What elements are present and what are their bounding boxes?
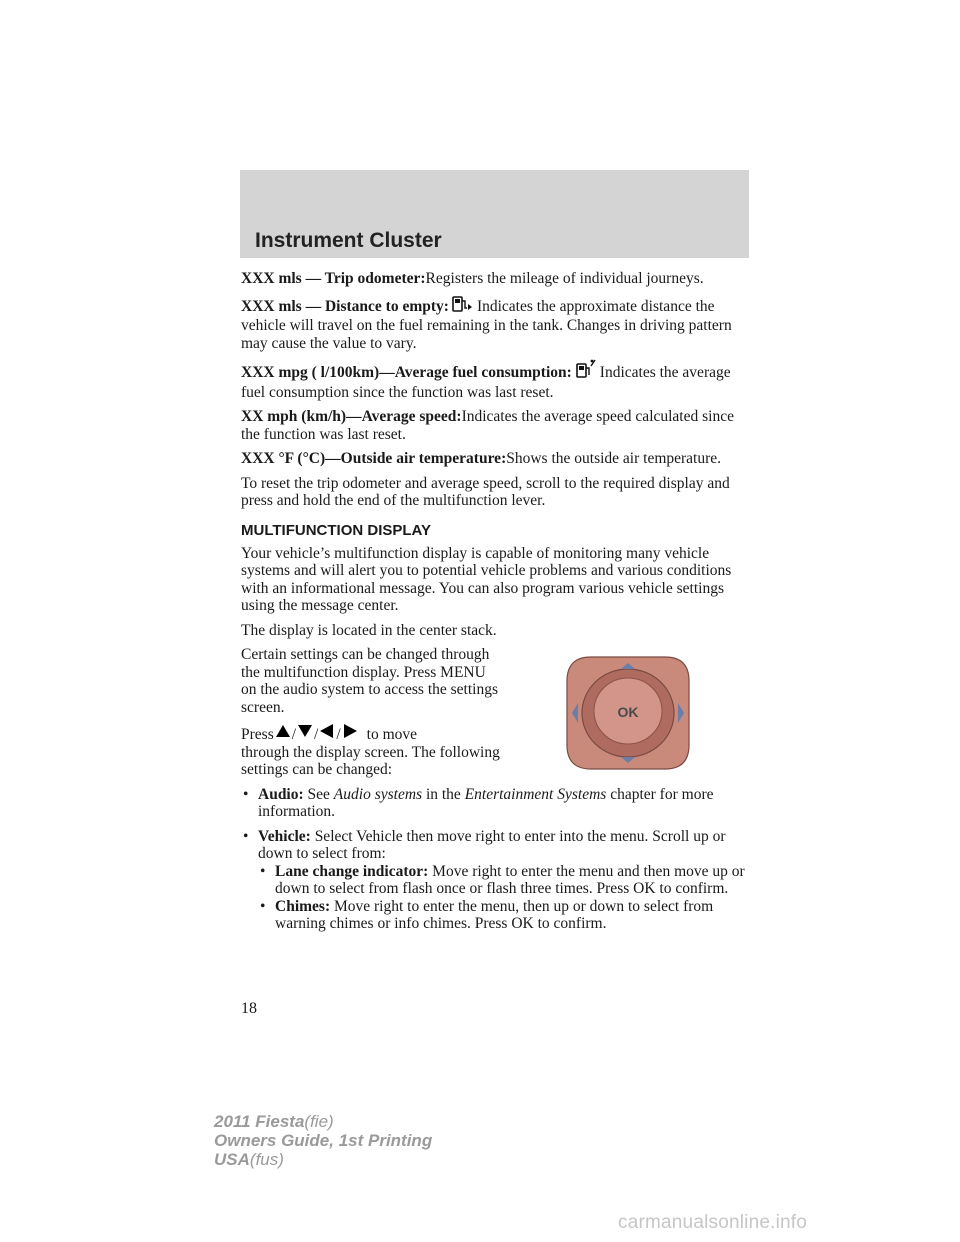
audio-systems-ref: Audio systems bbox=[333, 785, 423, 803]
page-number: 18 bbox=[241, 1000, 257, 1017]
audio-term: Audio: bbox=[258, 785, 304, 803]
vehicle-sub-list bbox=[258, 863, 753, 933]
average-speed-paragraph bbox=[241, 408, 753, 443]
vehicle-term: Vehicle: bbox=[258, 827, 311, 845]
document-footer bbox=[214, 1112, 432, 1169]
average-fuel-text: Indicates the average fuel consumption since the function was last reset. bbox=[241, 364, 731, 401]
section-heading: MULTIFUNCTION DISPLAY bbox=[241, 521, 431, 539]
list-item-vehicle bbox=[241, 828, 753, 933]
footer-line-3 bbox=[214, 1150, 432, 1169]
audio-rest: chapter for more information. bbox=[258, 785, 714, 820]
press-word: Press bbox=[241, 726, 274, 743]
page-content bbox=[241, 270, 753, 940]
footer-model-code: (fie) bbox=[304, 1112, 334, 1131]
arrow-left-icon bbox=[318, 726, 336, 743]
slash-separator: / bbox=[291, 726, 297, 743]
average-speed-term: XX mph (km/h)—Average speed: bbox=[241, 408, 462, 425]
trip-odometer-paragraph bbox=[241, 270, 753, 288]
fuel-consumption-icon bbox=[574, 359, 598, 384]
lane-change-text: Move right to enter the menu and then move up or down to select from flash once or flash three times. Press OK to confirm. bbox=[275, 862, 745, 897]
arrow-down-icon bbox=[296, 726, 314, 743]
average-speed-text: Indicates the average speed calculated since the function was last reset. bbox=[241, 408, 734, 443]
entertainment-chapter-ref: Entertainment Systems bbox=[464, 785, 607, 803]
trip-odometer-term: XXX mls — Trip odometer: bbox=[241, 270, 426, 287]
multifunction-intro: Your vehicle’s multifunction display is capable of monitoring many vehicle systems and will alert you to potential vehicle problems and various conditions with an informational message. You can also program various vehicle settings using the message center. bbox=[241, 544, 732, 614]
ok-label: OK bbox=[617, 704, 639, 720]
footer-line-2 bbox=[214, 1131, 432, 1150]
lane-change-term: Lane change indicator: bbox=[275, 862, 429, 880]
trip-odometer-text: Registers the mileage of individual journeys. bbox=[425, 270, 704, 287]
list-item-chimes bbox=[258, 898, 753, 933]
footer-market: USA bbox=[214, 1150, 250, 1169]
slash-separator: / bbox=[314, 726, 319, 743]
distance-to-empty-term: XXX mls — Distance to empty: bbox=[241, 297, 449, 315]
settings-block bbox=[241, 646, 503, 779]
audio-see: See bbox=[307, 785, 330, 803]
navigation-paragraph bbox=[241, 723, 503, 779]
to-move-text: to move bbox=[366, 726, 418, 743]
settings-list bbox=[241, 786, 753, 933]
footer-line-1 bbox=[214, 1112, 432, 1131]
outside-temp-text: Shows the outside air temperature. bbox=[506, 450, 722, 467]
navigation-rest: through the display screen. The following settings can be changed: bbox=[241, 743, 500, 778]
average-fuel-paragraph bbox=[241, 359, 753, 401]
outside-temp-term: XXX °F (°C)—Outside air temperature: bbox=[241, 450, 507, 467]
chimes-text: Move right to enter the menu, then up or down to select from warning chimes or info chimes. Press OK to confirm. bbox=[275, 897, 714, 932]
settings-paragraph: Certain settings can be changed through the multifunction display. Press MENU on the audio system to access the settings screen. bbox=[241, 646, 498, 716]
footer-market-code: (fus) bbox=[249, 1150, 284, 1169]
average-fuel-term: XXX mpg ( l/100km)—Average fuel consumption: bbox=[241, 364, 572, 381]
distance-to-empty-text: Indicates the approximate distance the vehicle will travel on the fuel remaining in the tank. Changes in driving pattern may cause the value to vary. bbox=[241, 297, 732, 352]
reset-paragraph: To reset the trip odometer and average speed, scroll to the required display and press and hold the end of the multifunction lever. bbox=[241, 474, 730, 509]
chimes-term: Chimes: bbox=[275, 897, 331, 915]
audio-in-the: in the bbox=[425, 785, 461, 803]
arrow-up-icon bbox=[274, 726, 292, 743]
footer-model: 2011 Fiesta bbox=[214, 1112, 305, 1131]
list-item-lane-change bbox=[258, 863, 753, 898]
chapter-title: Instrument Cluster bbox=[255, 229, 442, 252]
vehicle-text: Select Vehicle then move right to enter into the menu. Scroll up or down to select from: bbox=[258, 827, 726, 862]
outside-temp-paragraph bbox=[241, 450, 753, 468]
arrow-right-icon bbox=[341, 726, 359, 743]
fuel-pump-icon bbox=[451, 295, 475, 318]
list-item-audio bbox=[241, 786, 753, 821]
distance-to-empty-paragraph bbox=[241, 295, 753, 353]
watermark: carmanualsonline.info bbox=[618, 1212, 808, 1233]
footer-edition: Owners Guide, 1st Printing bbox=[214, 1131, 433, 1150]
display-location: The display is located in the center stack. bbox=[241, 621, 497, 639]
slash-separator: / bbox=[336, 726, 341, 743]
ok-controller-illustration bbox=[563, 653, 693, 773]
